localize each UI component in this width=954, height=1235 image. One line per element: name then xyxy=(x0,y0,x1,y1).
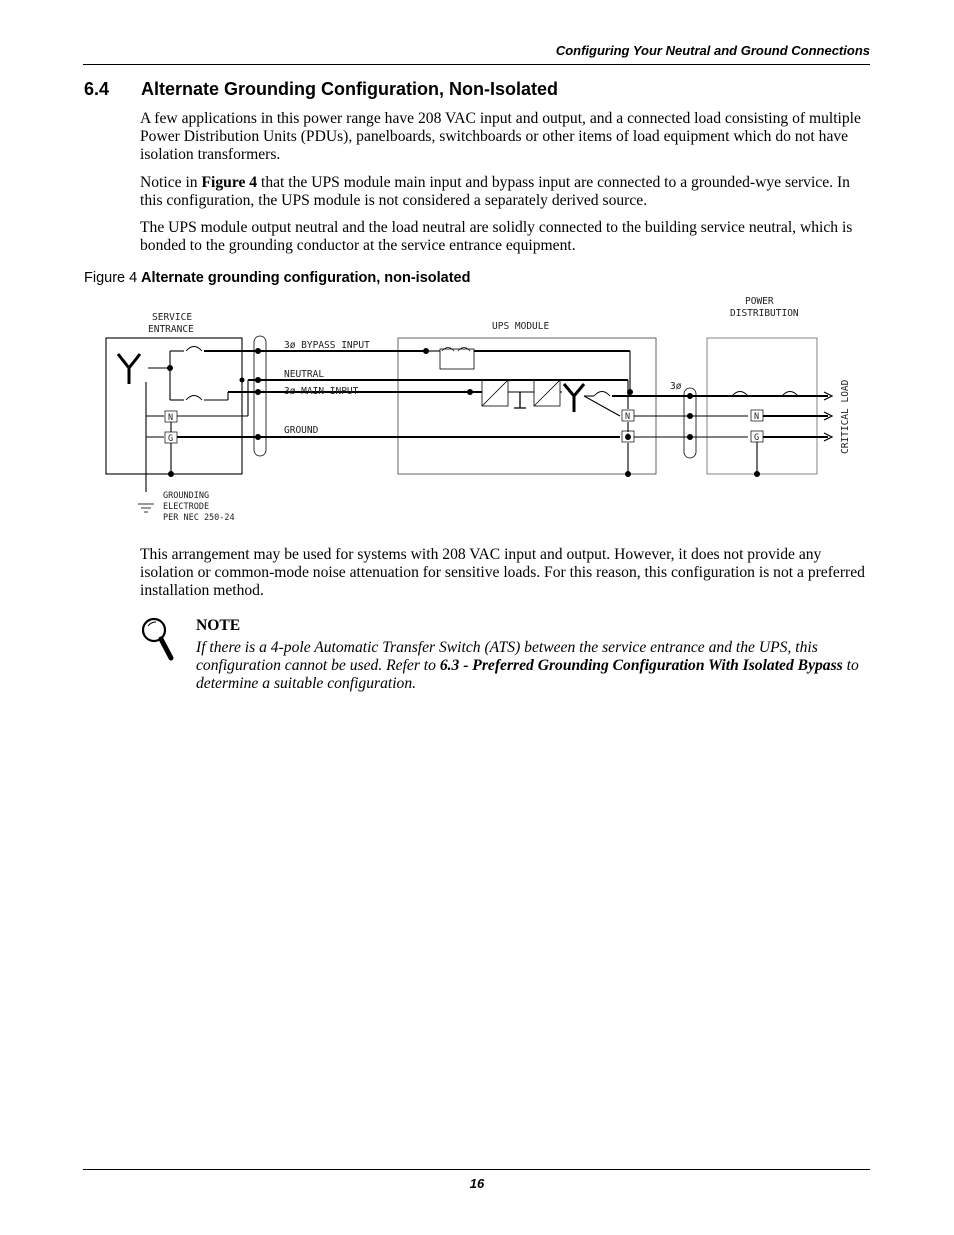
running-header: Configuring Your Neutral and Ground Connections xyxy=(555,43,870,58)
label-ground: GROUND xyxy=(284,425,319,436)
page-number: 16 xyxy=(469,1176,485,1191)
note-text: If there is a 4-pole Automatic Transfer Switch (ATS) between the service entrance and the UPS, this configuration cannot be used. Refer to 6.3 - Preferred Grounding Configuration With Isolated Bypass to determine a suitable configuration. xyxy=(196,639,859,693)
power-distribution-box xyxy=(707,338,817,474)
section-number: 6.4 xyxy=(84,79,110,99)
figure-label: Figure 4 xyxy=(84,270,138,286)
label-n-service: N xyxy=(168,413,174,423)
label-g-ups: G xyxy=(625,433,631,443)
paragraph-intro: A few applications in this power range have 208 VAC input and output, and a connected load consisting of multiple Power Distribution Units (PDUs), panelboards, switchboards or other items of load equipment which do not have isolation transformers. xyxy=(140,110,861,164)
label-critical-load: CRITICAL LOAD xyxy=(840,379,851,454)
note-reference-link[interactable]: 6.3 - Preferred Grounding Configuration With Isolated Bypass xyxy=(439,657,843,675)
label-grounding-electrode-3: PER NEC 250-24 xyxy=(163,513,235,523)
section-title: Alternate Grounding Configuration, Non-Isolated xyxy=(141,79,558,99)
figure-caption xyxy=(84,270,470,286)
label-bypass-input: 3ø BYPASS INPUT xyxy=(284,340,370,351)
label-grounding-electrode-2: ELECTRODE xyxy=(163,502,210,512)
label-g-distribution: G xyxy=(754,433,760,443)
service-entrance-box xyxy=(106,338,242,474)
paragraph-figure-reference: Notice in Figure 4 that the UPS module main input and bypass input are connected to a grounded-wye service. In this configuration, the UPS module is not considered a separately derived source. xyxy=(140,174,850,210)
magnifier-icon xyxy=(140,616,174,662)
label-neutral: NEUTRAL xyxy=(284,369,325,380)
label-service-entrance-1: SERVICE xyxy=(152,312,193,323)
label-grounding-electrode-1: GROUNDING xyxy=(163,491,210,501)
paragraph-arrangement: This arrangement may be used for systems with 208 VAC input and output. However, it does not provide any isolation or common-mode noise attenuation for sensitive loads. For this reason, this configuration is not a preferred installation method. xyxy=(140,546,865,600)
label-service-entrance-2: ENTRANCE xyxy=(148,324,194,335)
label-n-distribution: N xyxy=(754,412,760,422)
label-g-service: G xyxy=(168,434,174,444)
label-main-input: 3ø MAIN INPUT xyxy=(284,386,359,397)
figure-reference-link[interactable]: Figure 4 xyxy=(201,174,258,191)
note-title: NOTE xyxy=(196,617,241,634)
paragraph-neutral: The UPS module output neutral and the load neutral are solidly connected to the building service neutral, which is bonded to the grounding conductor at the service entrance equipment. xyxy=(140,219,853,255)
grounding-diagram xyxy=(100,292,851,532)
header-rule xyxy=(83,64,870,65)
footer-rule xyxy=(83,1169,870,1170)
label-power-distribution-2: DISTRIBUTION xyxy=(730,308,799,319)
figure-caption-text: Alternate grounding configuration, non-isolated xyxy=(141,270,471,286)
label-power-distribution-1: POWER xyxy=(745,296,774,307)
section-heading xyxy=(84,79,558,100)
label-ups-module: UPS MODULE xyxy=(492,321,550,332)
label-n-ups: N xyxy=(625,412,631,422)
ups-module-box xyxy=(398,338,656,474)
label-three-phase-output: 3ø xyxy=(670,381,682,392)
